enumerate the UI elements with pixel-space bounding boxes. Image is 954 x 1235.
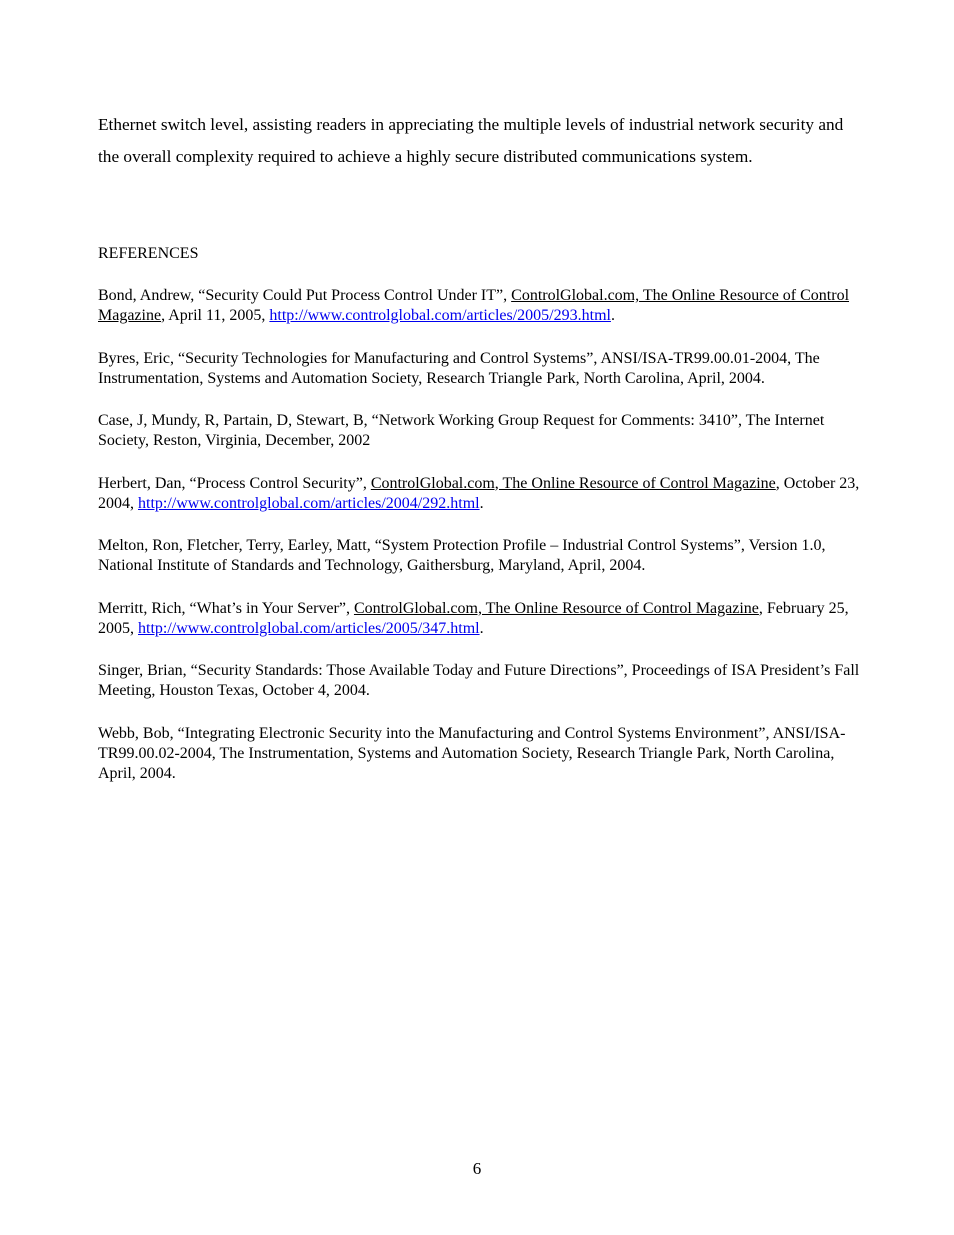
page-number: 6: [472, 1159, 482, 1178]
reference-source: ControlGlobal.com, The Online Resource of Control Magazine: [370, 474, 776, 492]
reference-item: [98, 411, 873, 451]
reference-text: Byres, Eric, “Security Technologies for Manufacturing and Control Systems”, ANSI/ISA-TR99.00.01-2004, The Instrumentation, Systems and Automation Society, Research Triangle Park, North Carolina, April, 2004.: [98, 349, 820, 387]
reference-text: Case, J, Mundy, R, Partain, D, Stewart, B, “Network Working Group Request for Comments: 3410”, The Internet Society, Reston, Virginia, December, 2002: [98, 412, 825, 449]
reference-text: Singer, Brian, “Security Standards: Those Available Today and Future Directions”, Proceedings of ISA President’s Fall Meeting, Houston Texas, October 4, 2004.: [98, 662, 860, 699]
reference-link[interactable]: http://www.controlglobal.com/articles/2004/292.html: [138, 494, 480, 512]
reference-link[interactable]: http://www.controlglobal.com/articles/2005/293.html: [269, 307, 611, 324]
reference-item: [98, 286, 873, 326]
reference-text: Merritt, Rich, “What’s in Your Server”,: [98, 599, 354, 617]
reference-text: Webb, Bob, “Integrating Electronic Security into the Manufacturing and Control Systems Environment”, ANSI/ISA-TR99.00.02-2004, The Instrumentation, Systems and Automation Society, Research Triangle Park, North Carolina, April, 2004.: [98, 724, 846, 782]
reference-item: [98, 474, 873, 514]
reference-text: Bond, Andrew, “Security Could Put Process Control Under IT”,: [98, 287, 512, 304]
reference-item: [98, 536, 873, 576]
reference-date: , October 23, 2004,: [98, 474, 860, 512]
reference-end: .: [479, 494, 484, 512]
reference-source: ControlGlobal.com, The Online Resource of Control Magazine: [98, 287, 850, 324]
reference-item: [98, 661, 873, 701]
reference-date: , April 11, 2005,: [161, 307, 270, 324]
reference-item: [98, 724, 873, 784]
references-list: [98, 286, 873, 806]
reference-text: Melton, Ron, Fletcher, Terry, Earley, Matt, “System Protection Profile – Industrial Control Systems”, Version 1.0, National Institute of Standards and Technology, Gaithersburg, Maryland, April, 2004.: [98, 537, 826, 574]
reference-source: ControlGlobal.com, The Online Resource of Control Magazine: [353, 599, 759, 617]
reference-item: [98, 599, 873, 639]
reference-end: .: [479, 619, 484, 637]
intro-paragraph: Ethernet switch level, assisting readers in appreciating the multiple levels of industrial network security and the overall complexity required to achieve a highly secure distributed communications system.: [98, 115, 844, 166]
reference-date: , February 25, 2005,: [98, 599, 849, 637]
reference-text: Herbert, Dan, “Process Control Security”,: [98, 474, 371, 492]
reference-item: [98, 349, 873, 389]
reference-link[interactable]: http://www.controlglobal.com/articles/2005/347.html: [138, 619, 480, 637]
references-heading: REFERENCES: [98, 245, 199, 262]
reference-end: .: [610, 307, 615, 324]
